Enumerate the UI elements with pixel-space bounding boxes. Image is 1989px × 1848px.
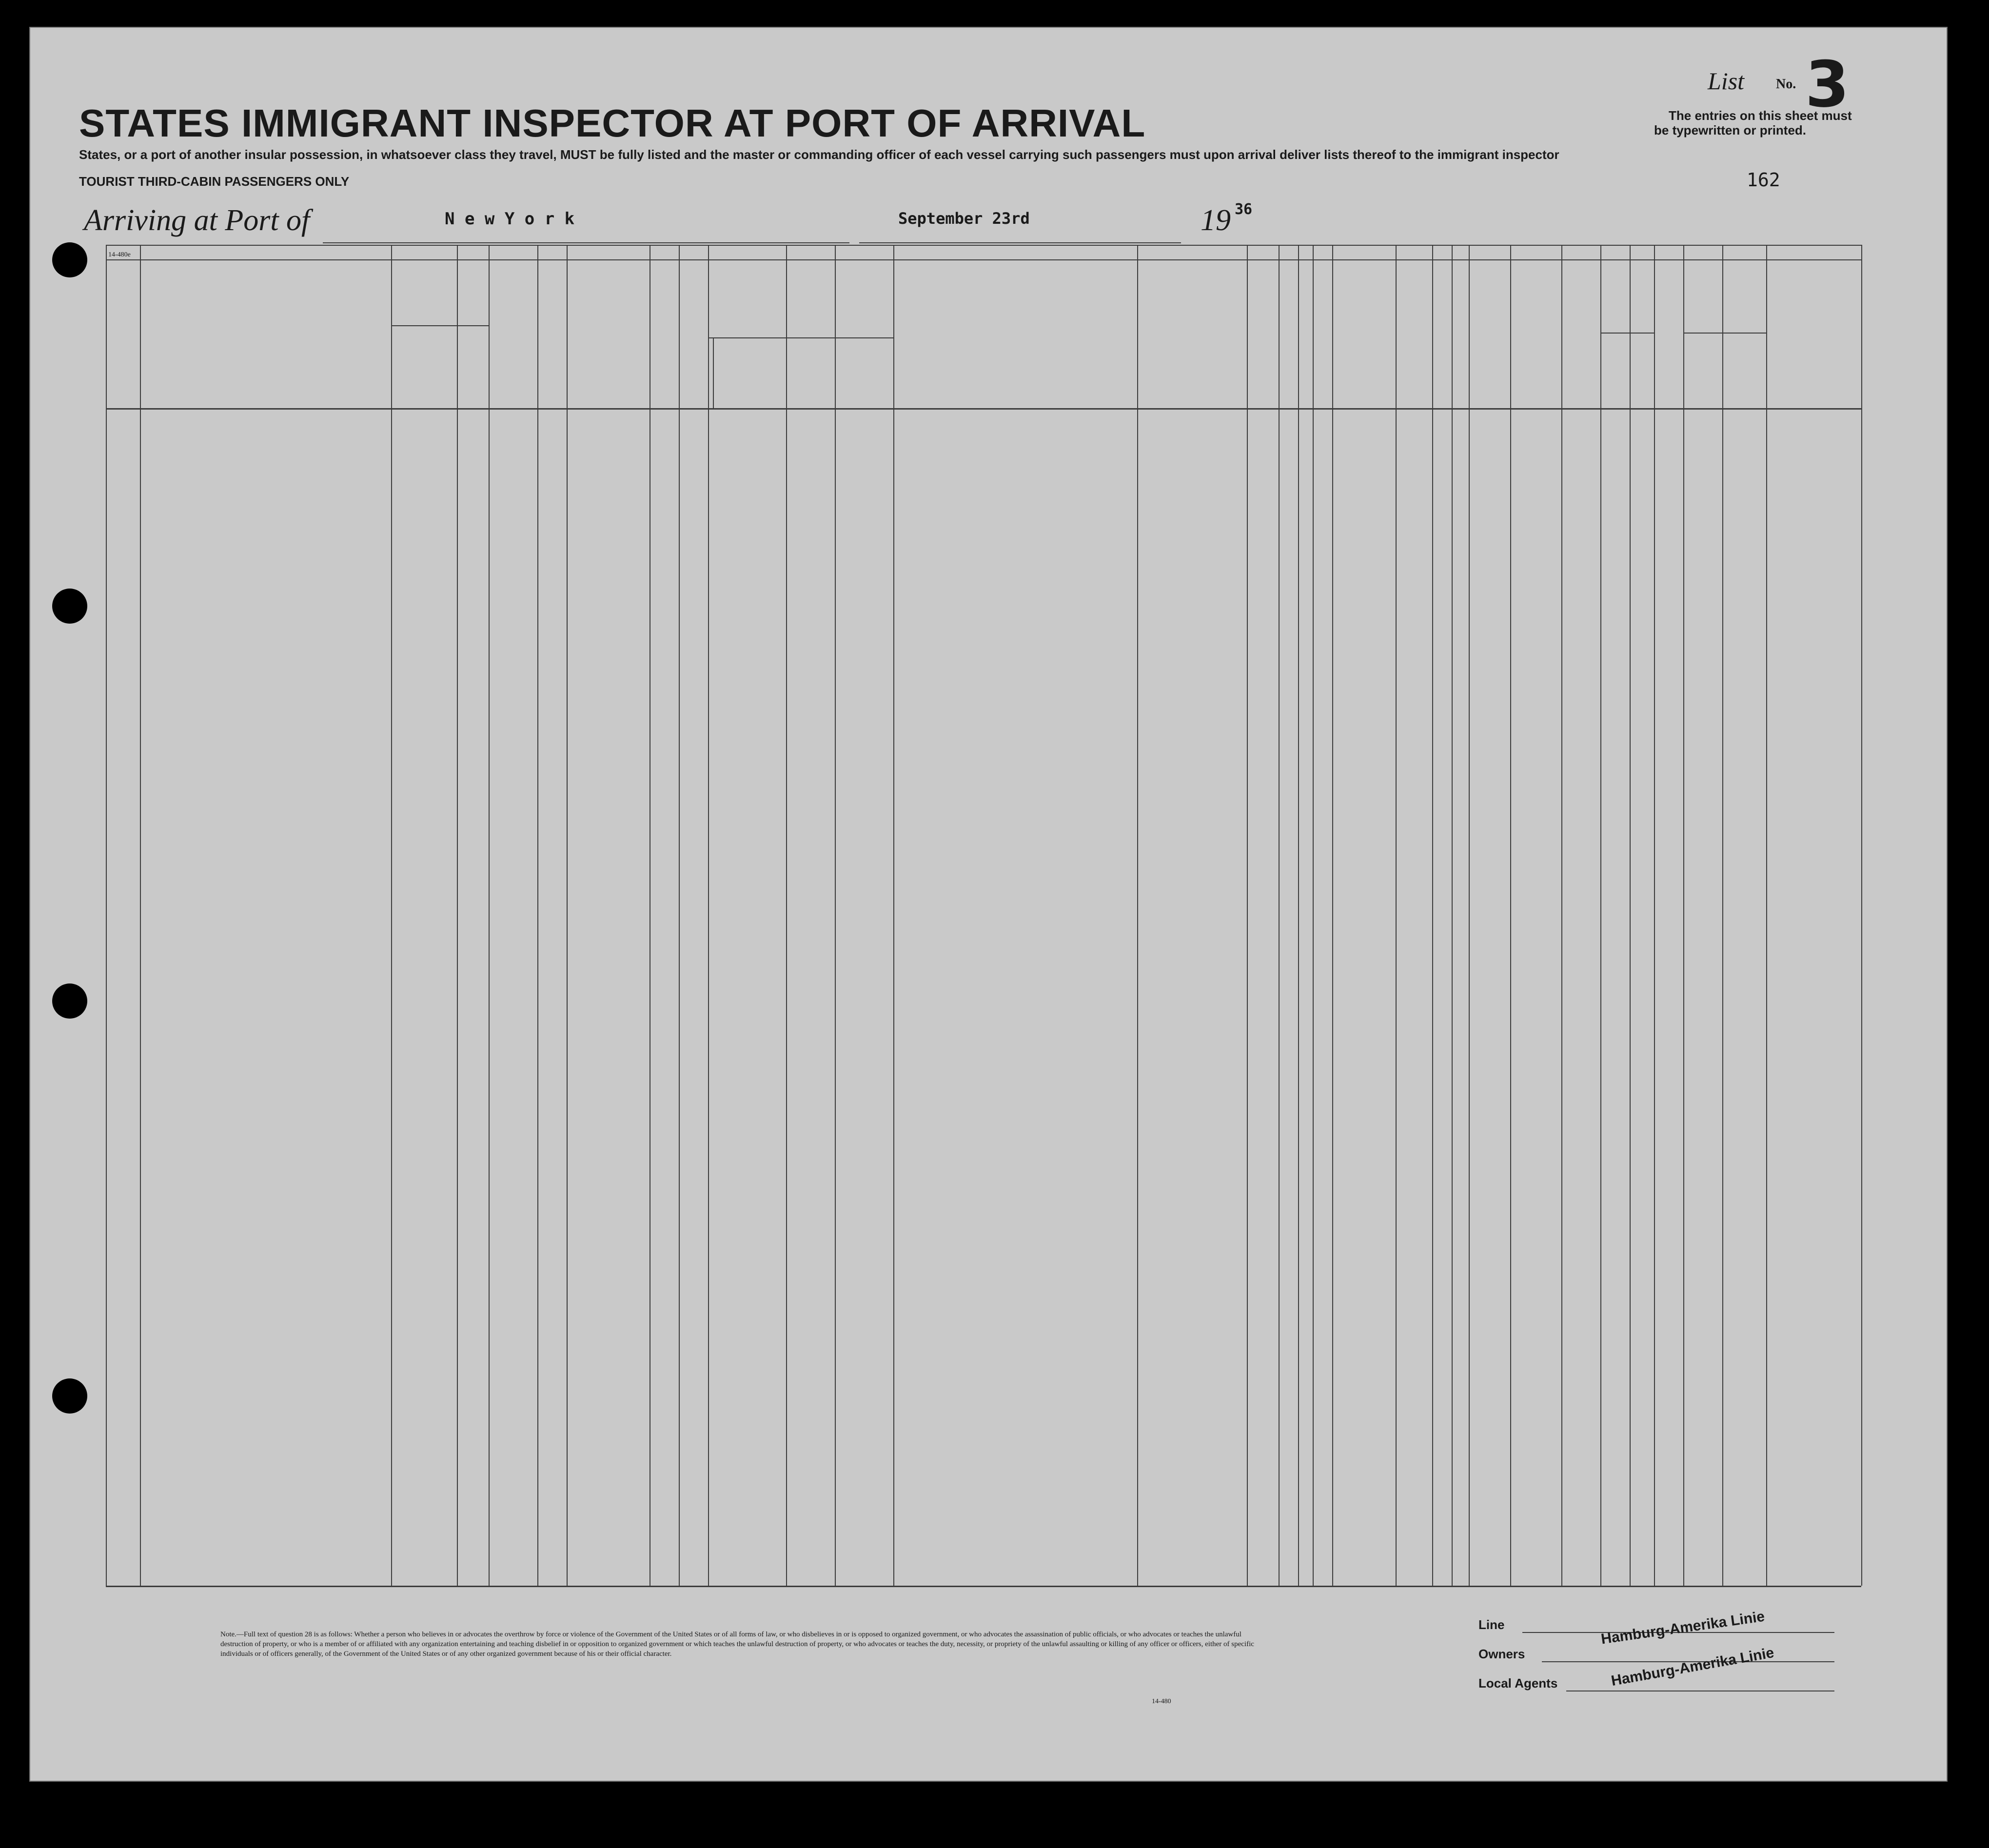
- column-divider: [567, 245, 568, 1586]
- form-code: 14-480e: [108, 251, 131, 258]
- class-note: TOURIST THIRD-CABIN PASSENGERS ONLY: [79, 174, 350, 189]
- column-divider: [1600, 245, 1601, 1586]
- column-divider: [835, 245, 836, 1586]
- punch-hole: [52, 1378, 87, 1414]
- column-divider: [1861, 245, 1862, 1586]
- column-number-divider: [106, 259, 1861, 260]
- port-value: N e w Y o r k: [445, 209, 575, 229]
- year-suffix: 36: [1235, 201, 1253, 218]
- column-divider: [1279, 245, 1280, 1586]
- column-divider: [489, 245, 490, 1586]
- column-divider: [106, 245, 107, 1586]
- column-divider: [893, 245, 894, 1586]
- column-divider: [391, 245, 392, 1586]
- column-divider: [1683, 245, 1684, 1586]
- page-title: STATES IMMIGRANT INSPECTOR AT PORT OF ARRIVAL: [79, 101, 1146, 145]
- footnote-q28: Note.—Full text of question 28 is as follows: Whether a person who believes in or advocates the overthrow by force or violence of the Government of the United States or of all forms of law, or who disbelieves in or is opposed to organized government, or who advocates the assassination of public officials, or who advocates or teaches the unlawful destruction of property, or who is a member of or affiliated with any organization entertaining and teaching disbelief in or opposition to organized government or which teaches the unlawful destruction of property, or who advocates or teaches the duty, necessity, or propriety of the unlawful assaulting or killing of any officer or officers, either of specific individuals or of officers generally, of the Government of the United States or of any other organized government because of his or their official character.: [220, 1631, 1254, 1658]
- column-divider: [786, 245, 787, 1586]
- column-divider: [1137, 245, 1138, 1586]
- punch-hole: [52, 589, 87, 624]
- line-label: Line: [1478, 1617, 1505, 1632]
- list-label: List: [1708, 67, 1745, 95]
- typewritten-note-1: The entries on this sheet must: [1669, 108, 1852, 123]
- list-number: 3: [1805, 47, 1850, 121]
- prior-visit-sub-divider: [713, 337, 714, 408]
- column-divider: [1247, 245, 1248, 1586]
- column-divider: [1432, 245, 1433, 1586]
- column-divider: [537, 245, 538, 1586]
- arriving-label: Arriving at Port of: [84, 204, 310, 237]
- header-bottom-border: [106, 408, 1861, 410]
- manifest-sheet: [29, 27, 1948, 1782]
- column-divider: [708, 245, 709, 1586]
- column-divider: [1332, 245, 1333, 1586]
- column-divider: [1654, 245, 1655, 1586]
- agents-label: Local Agents: [1478, 1676, 1558, 1691]
- typewritten-note-2: be typewritten or printed.: [1654, 123, 1807, 138]
- column-divider: [1766, 245, 1767, 1586]
- column-divider: [1469, 245, 1470, 1586]
- column-divider: [1561, 245, 1562, 1586]
- owners-label: Owners: [1478, 1647, 1525, 1661]
- page-subtitle: States, or a port of another insular possession, in whatsoever class they travel, MUST be fully listed and the master or commanding officer of each vessel carrying such passengers must upon arrival deliver lists thereof to the immigrant inspector: [79, 147, 1559, 162]
- column-divider: [1396, 245, 1397, 1586]
- destination-sub-divider: [391, 325, 489, 326]
- column-divider: [1722, 245, 1723, 1586]
- footer-form-code: 14-480: [1152, 1698, 1171, 1705]
- table-bottom-border: [106, 1586, 1861, 1587]
- column-divider: [679, 245, 680, 1586]
- date-value: September 23rd: [898, 209, 1030, 228]
- column-divider: [140, 245, 141, 1586]
- page-number: 162: [1747, 169, 1780, 191]
- column-divider: [1298, 245, 1299, 1586]
- column-divider: [1313, 245, 1314, 1586]
- port-line: [323, 242, 849, 243]
- table-top-border: [106, 245, 1861, 246]
- column-divider: [1510, 245, 1511, 1586]
- color-sub-divider: [1683, 333, 1766, 334]
- punch-hole: [52, 242, 87, 277]
- column-divider: [1630, 245, 1631, 1586]
- owners-stamp: Hamburg-Amerika Linie: [1610, 1644, 1775, 1690]
- prior-visit-header-divider: [708, 337, 893, 338]
- list-no-label: No.: [1776, 77, 1796, 92]
- height-sub-divider: [1600, 333, 1654, 334]
- punch-hole: [52, 983, 87, 1019]
- line-stamp: Hamburg-Amerika Linie: [1600, 1608, 1766, 1648]
- date-line: [859, 242, 1181, 243]
- year-prefix: 19: [1201, 204, 1231, 237]
- column-divider: [457, 245, 458, 1586]
- column-divider: [1452, 245, 1453, 1586]
